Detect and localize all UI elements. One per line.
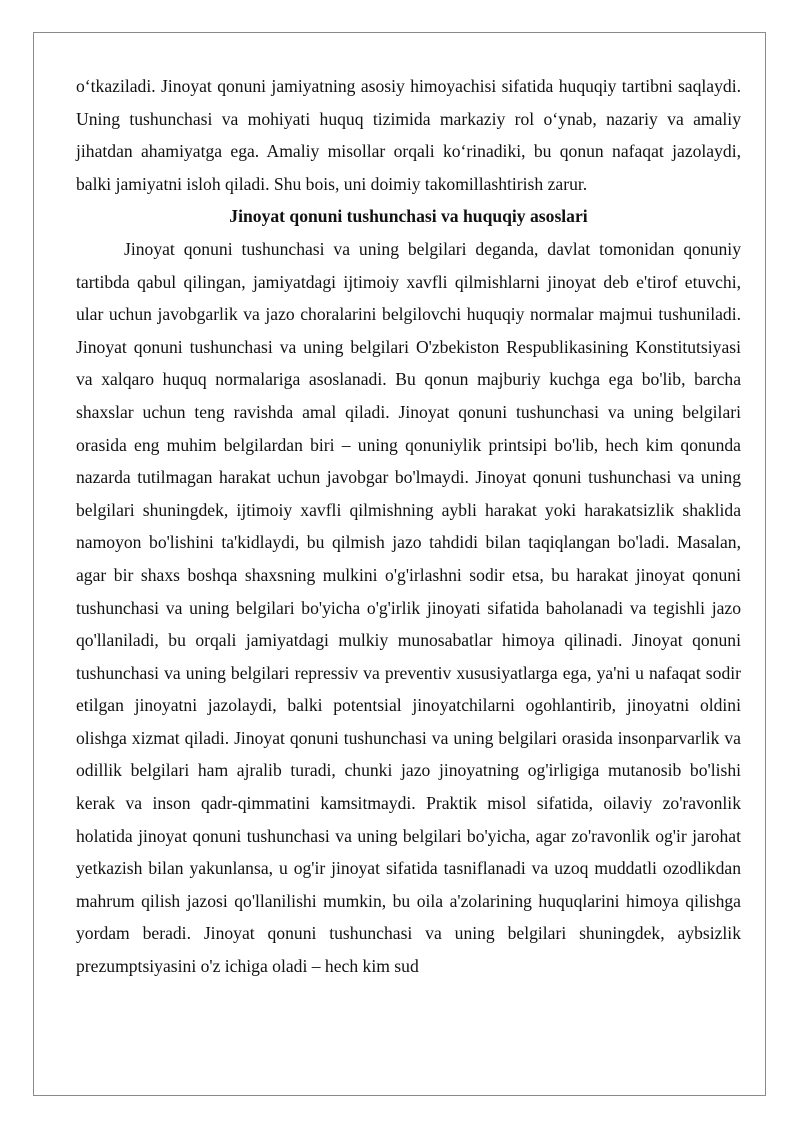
document-body (76, 70, 741, 983)
section-heading: Jinoyat qonuni tushunchasi va huquqiy asoslari (229, 206, 588, 227)
intro-paragraph: o‘tkaziladi. Jinoyat qonuni jamiyatning asosiy himoyachisi sifatida huquqiy tartibni saqlaydi. Uning tushunchasi va mohiyati huquq tizimida markaziy rol o‘ynab, nazariy va amaliy jihatdan ahamiyatga ega. Amaliy misollar orqali ko‘rinadiki, bu qonun nafaqat jazolaydi, balki jamiyatni isloh qiladi. Shu bois, uni doimiy takomillashtirish zarur. (76, 76, 741, 194)
body-paragraph: Jinoyat qonuni tushunchasi va uning belgilari deganda, davlat tomonidan qonuniy tartibda qabul qilingan, jamiyatdagi ijtimoiy xavfli qilmishlarni jinoyat deb e'tirof etuvchi, ular uchun javobgarlik va jazo choralarini belgilovchi huquqiy normalar majmui tushuniladi. Jinoyat qonuni tushunchasi va uning belgilari O'zbekiston Respublikasining Konstitutsiyasi va xalqaro huquq normalariga asoslanadi. Bu qonun majburiy kuchga ega bo'lib, barcha shaxslar uchun teng ravishda amal qiladi. Jinoyat qonuni tushunchasi va uning belgilari orasida eng muhim belgilardan biri – uning qonuniylik printsipi bo'lib, hech kim qonunda nazarda tutilmagan harakat uchun javobgar bo'lmaydi. Jinoyat qonuni tushunchasi va uning belgilari shuningdek, ijtimoiy xavfli qilmishning aybli harakat yoki harakatsizlik shaklida namoyon bo'lishini ta'kidlaydi, bu qilmish jazo tahdidi bilan taqiqlangan bo'ladi. Masalan, agar bir shaxs boshqa shaxsning mulkini o'g'irlashni sodir etsa, bu harakat jinoyat qonuni tushunchasi va uning belgilari bo'yicha o'g'irlik jinoyati sifatida baholanadi va tegishli jazo qo'llaniladi, bu orqali jamiyatdagi mulkiy munosabatlar himoya qilinadi. Jinoyat qonuni tushunchasi va uning belgilari repressiv va preventiv xususiyatlarga ega, ya'ni u nafaqat sodir etilgan jinoyatni jazolaydi, balki potentsial jinoyatchilarni ogohlantirib, jinoyatni oldini olishga xizmat qiladi. Jinoyat qonuni tushunchasi va uning belgilari orasida insonparvarlik va odillik belgilari ham ajralib turadi, chunki jazo jinoyatning og'irligiga mutanosib bo'lishi kerak va inson qadr-qimmatini kamsitmaydi. Praktik misol sifatida, oilaviy zo'ravonlik holatida jinoyat qonuni tushunchasi va uning belgilari bo'yicha, agar zo'ravonlik og'ir jarohat yetkazish bilan yakunlansa, u og'ir jinoyat sifatida tasniflanadi va uzoq muddatli ozodlikdan mahrum qilish jazosi qo'llanilishi mumkin, bu oila a'zolarining huquqlarini himoya qilishga yordam beradi. Jinoyat qonuni tushunchasi va uning belgilari shuningdek, aybsizlik prezumptsiyasini o'z ichiga oladi – hech kim sud (76, 238, 741, 977)
